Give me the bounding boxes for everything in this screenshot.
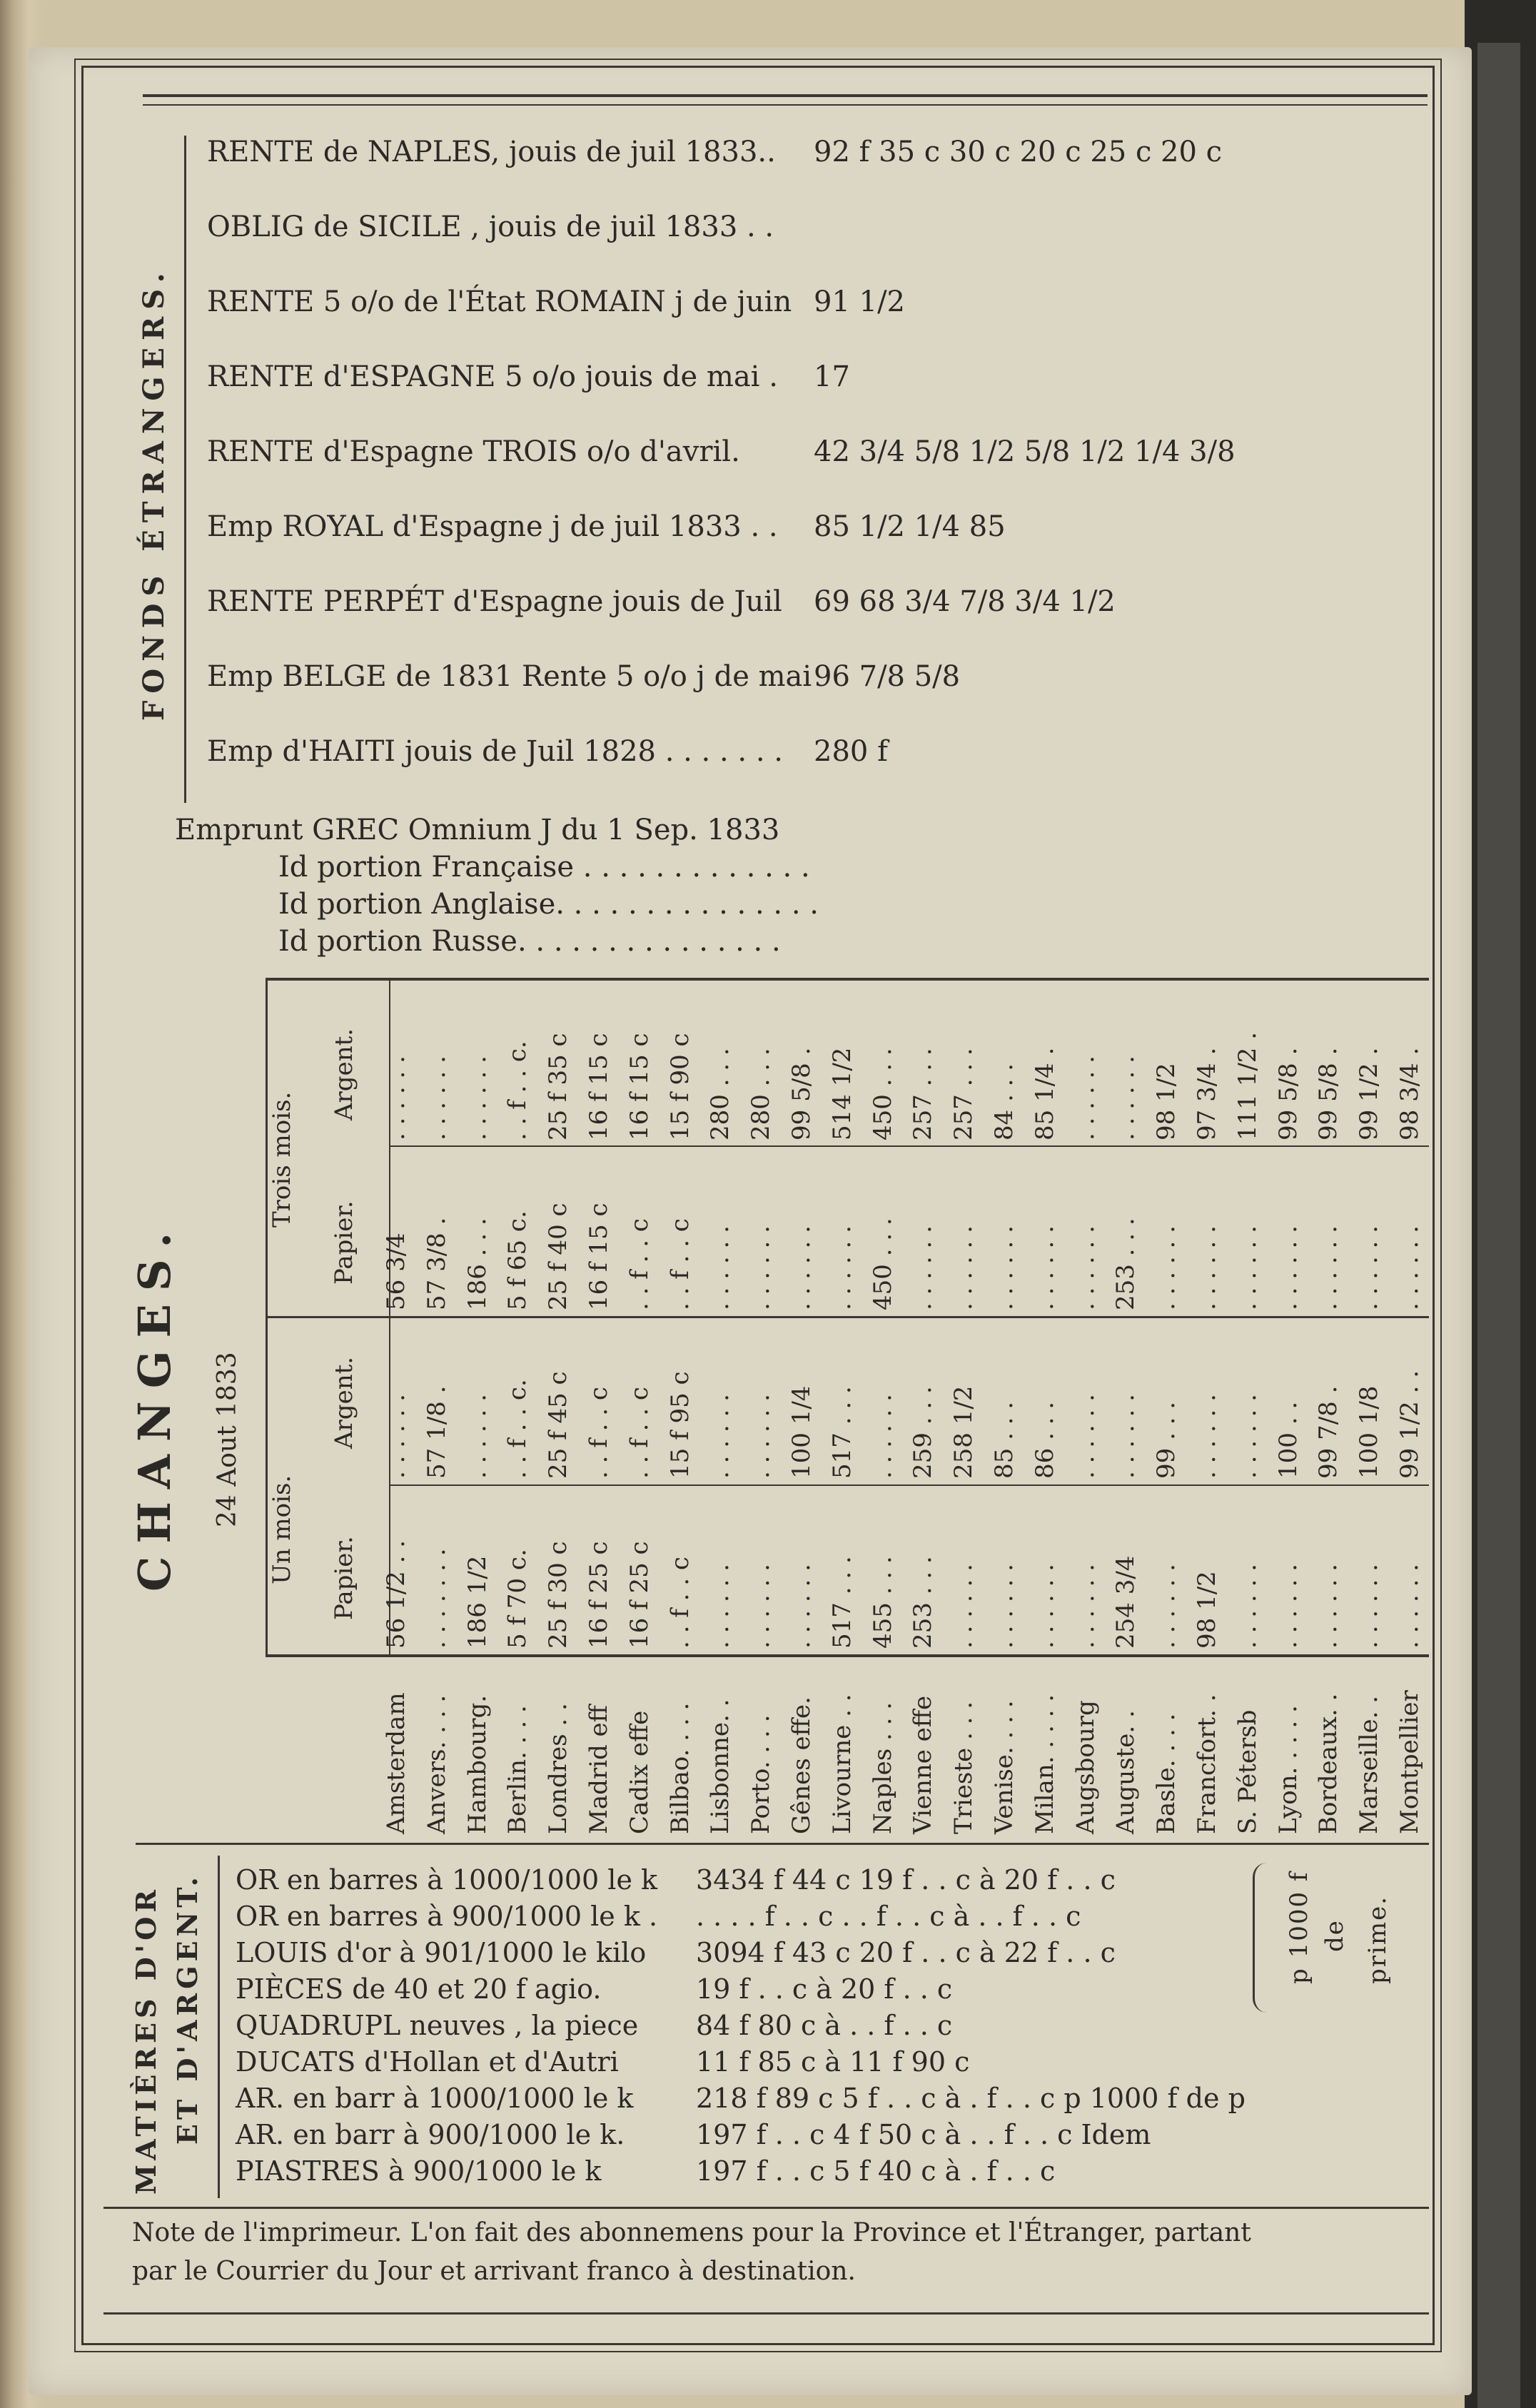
un-papier-value: 16 f 25 c [625, 1541, 654, 1649]
un-papier-value: . . . . . . [1030, 1564, 1059, 1649]
fonds-row-values: 96 7/8 5/8 [814, 660, 961, 693]
trois-argent-value: 98 3/4 . [1395, 1047, 1424, 1140]
trois-papier-value: . . . . . . [1193, 1225, 1221, 1310]
fonds-row-name: RENTE PERPÉT d'Espagne jouis de Juil [207, 585, 782, 618]
un-papier-value: . . . . . . . [422, 1548, 451, 1649]
matieres-row-name: OR en barres à 900/1000 le k . [236, 1901, 658, 1932]
fonds-row-name: RENTE d'ESPAGNE 5 o/o jouis de mai . [207, 360, 778, 393]
trois-mois-header: Trois mois. [268, 1091, 296, 1228]
fonds-row [207, 435, 1236, 468]
top-double-rule [143, 94, 1428, 106]
trois-papier-value: . . . . . . [1152, 1225, 1181, 1310]
un-argent-value: . . f . . c. [503, 1379, 532, 1479]
trois-papier-value: . . f . . c [665, 1218, 694, 1310]
un-argent-value: . . f . . c [625, 1387, 654, 1479]
matieres-row [236, 2083, 1246, 2114]
trois-argent-value: 257 . . . [949, 1048, 979, 1140]
matieres-left-rule [218, 1856, 220, 2198]
trois-papier-value: 253 . . . [1111, 1218, 1141, 1310]
city-name: Basle. . . . [1152, 1713, 1181, 1834]
fonds-row-values: 91 1/2 [814, 285, 905, 318]
fonds-row [207, 735, 888, 768]
changes-top-rule [266, 978, 1429, 981]
un-papier-value: 16 f 25 c [585, 1541, 613, 1649]
un-argent-value: 100 . . [1273, 1401, 1303, 1479]
grec-line: Id portion Française . . . . . . . . . . . . . [278, 851, 810, 884]
matieres-row-values: 3094 f 43 c 20 f . . c à 22 f . . c [696, 1937, 1116, 1968]
trois-argent-value: 85 1/4 . [1030, 1047, 1059, 1140]
un-papier-value: . . . . . . [949, 1564, 979, 1649]
city-name: S. Pétersb [1233, 1709, 1262, 1834]
matieres-row [236, 2119, 1151, 2150]
matieres-row-values: 197 f . . c 5 f 40 c à . f . . c [696, 2155, 1056, 2187]
trois-papier-value: . . . . . . [706, 1225, 735, 1310]
note-top-rule [103, 2207, 1429, 2209]
city-name: Bordeaux. . [1314, 1693, 1343, 1834]
trois-papier-value: . . . . . . [1233, 1225, 1262, 1310]
un-argent-value: . . . . . . [1111, 1394, 1141, 1479]
grec-line: Id portion Anglaise. . . . . . . . . . . . . . . [278, 888, 819, 921]
trois-argent-value: 98 1/2 [1152, 1063, 1181, 1140]
un-papier-value: 98 1/2 [1193, 1571, 1221, 1649]
city-name: Marseille. . [1355, 1695, 1384, 1834]
matieres-row [236, 2155, 1056, 2187]
trois-papier-value: 57 3/8 . [422, 1217, 451, 1310]
un-papier-value: 56 1/2 . . [382, 1539, 410, 1649]
un-argent-value: . . . . . . [382, 1394, 410, 1479]
un-argent-value: . . . . . . [868, 1394, 897, 1479]
trois-split-rule [389, 1145, 1429, 1147]
changes-section-label: CHANGES. [128, 1219, 181, 1592]
brace [1253, 1863, 1276, 2013]
matieres-row-values: 19 f . . c à 20 f . . c [696, 1973, 953, 2005]
matieres-row-values: 3434 f 44 c 19 f . . c à 20 f . . c [696, 1864, 1116, 1896]
prime-note-2: de [1320, 1919, 1349, 1952]
trois-argent-value: 16 f 15 c [625, 1033, 654, 1140]
trois-argent-value: 25 f 35 c [544, 1033, 573, 1140]
city-name: Vienne effe [909, 1695, 938, 1834]
city-name: Francfort. . [1193, 1694, 1221, 1834]
trois-argent-value: . . . . . . [382, 1056, 410, 1140]
un-argent-value: . . . . . . [747, 1394, 776, 1479]
matieres-row [236, 2010, 953, 2041]
trois-argent-value: . . . . . . [422, 1056, 451, 1140]
un-argent-value: 258 1/2 [949, 1385, 979, 1479]
matieres-top-rule [136, 1843, 1429, 1845]
trois-papier-value: . . . . . . [1395, 1225, 1424, 1310]
city-name: Cadix effe [625, 1710, 654, 1834]
trois-papier-value: . . . . . . [747, 1225, 776, 1310]
city-name: Bilbao. . . . [665, 1702, 694, 1834]
trois-papier-value: 186 . . . [463, 1218, 492, 1310]
trois-argent-value: 514 1/2 [827, 1047, 857, 1140]
city-name: Madrid eff [585, 1705, 613, 1834]
trois-argent-value: 450 . . . [868, 1048, 897, 1140]
un-argent-value: 99 7/8 . [1314, 1385, 1343, 1479]
un-argent-value: 100 1/4 [787, 1385, 816, 1479]
printer-note-line1: Note de l'imprimeur. L'on fait des abonnemens pour la Province et l'Étranger, partant [132, 2218, 1251, 2247]
matieres-row-name: AR. en barr à 1000/1000 le k [236, 2083, 634, 2114]
un-papier-value: 186 1/2 [463, 1555, 492, 1649]
trois-argent-value: . . . . . . [463, 1056, 492, 1140]
trois-argent-value: . . f . . c. [503, 1041, 532, 1140]
trois-papier-value: . . f . . c [625, 1218, 654, 1310]
fonds-row-values: 280 f [814, 735, 888, 768]
trois-papier-value: 25 f 40 c [544, 1203, 573, 1310]
un-papier-value: . . f . . c [665, 1557, 694, 1649]
un-papier-value: . . . . . . [1395, 1564, 1424, 1649]
fonds-row-values: 17 [814, 360, 850, 393]
city-name: Milan. . . . . [1030, 1694, 1059, 1834]
prime-note-1: p 1000 f [1285, 1871, 1313, 1984]
fonds-row-name: RENTE 5 o/o de l'État ROMAIN j de juin [207, 285, 792, 318]
un-argent-value: 15 f 95 c [665, 1371, 694, 1479]
un-papier-value: 517 . . . [827, 1556, 857, 1649]
fonds-row-name: RENTE de NAPLES, jouis de juil 1833.. [207, 136, 776, 168]
un-argent-value: 86 . . . [1030, 1401, 1059, 1479]
city-name: Londres . . [544, 1703, 573, 1834]
fonds-row-name: Emp ROYAL d'Espagne j de juil 1833 . . [207, 510, 778, 543]
fonds-row [207, 285, 905, 318]
un-argent-value: . . . . . . [706, 1394, 735, 1479]
trois-argent-value: 97 3/4 . [1193, 1047, 1221, 1140]
trois-argent-value: 280 . . . [706, 1048, 735, 1140]
un-argent-value: 25 f 45 c [544, 1371, 573, 1479]
un-papier-value: . . . . . . [1233, 1564, 1262, 1649]
un-argent-value: . . . . . . [1193, 1394, 1221, 1479]
fonds-section-label: FONDS ÉTRANGERS. [137, 265, 171, 721]
matieres-row [236, 1937, 1116, 1968]
fonds-left-rule [184, 136, 186, 803]
city-name: Amsterdam [382, 1692, 410, 1834]
un-argent-value: 85 . . . [990, 1401, 1019, 1479]
fonds-row-values: 85 1/2 1/4 85 [814, 510, 1006, 543]
un-papier-header: Papier. [330, 1536, 358, 1620]
trois-papier-header: Papier. [330, 1200, 358, 1285]
grec-line: Id portion Russe. . . . . . . . . . . . . . . [278, 925, 781, 958]
trois-papier-value: . . . . . . [949, 1225, 979, 1310]
matieres-row [236, 1901, 1081, 1932]
un-papier-value: . . . . . . [747, 1564, 776, 1649]
changes-mid-rule [266, 1316, 1429, 1318]
trois-argent-value: 99 5/8 . [1314, 1047, 1343, 1140]
un-argent-header: Argent. [330, 1356, 358, 1449]
trois-argent-value: 15 f 90 c [665, 1033, 694, 1140]
city-name: Montpellier [1395, 1690, 1424, 1834]
un-argent-value: 57 1/8 . [422, 1385, 451, 1479]
trois-papier-value: 56 3/4 [382, 1233, 410, 1310]
printer-note-line2: par le Courrier du Jour et arrivant franco à destination. [132, 2257, 856, 2286]
trois-argent-value: 111 1/2 . [1233, 1031, 1262, 1140]
matieres-row [236, 1973, 953, 2005]
trois-papier-value: . . . . . . [1355, 1225, 1384, 1310]
matieres-row-values: 197 f . . c 4 f 50 c à . . f . . c Idem [696, 2119, 1151, 2150]
city-name: Hambourg. [463, 1694, 492, 1834]
matieres-row-name: PIÈCES de 40 et 20 f agio. [236, 1973, 602, 2005]
city-name: Porto. . . . [747, 1714, 776, 1834]
un-papier-value: . . . . . . [1314, 1564, 1343, 1649]
un-papier-value: 254 3/4 [1111, 1555, 1141, 1649]
matieres-row [236, 1864, 1116, 1896]
un-papier-value: 25 f 30 c [544, 1541, 573, 1649]
un-papier-value: 455 . . . [868, 1556, 897, 1649]
prime-note-3: prime. [1363, 1895, 1392, 1984]
trois-papier-value: . . . . . . [990, 1225, 1019, 1310]
city-name: Auguste. . [1111, 1710, 1141, 1834]
city-name: Lisbonne. . [706, 1699, 735, 1834]
matieres-row-values: 84 f 80 c à . . f . . c [696, 2010, 953, 2041]
matieres-row-name: LOUIS d'or à 901/1000 le kilo [236, 1937, 647, 1968]
trois-argent-value: 257 . . . [909, 1048, 938, 1140]
trois-papier-value: 5 f 65 c. [503, 1210, 532, 1310]
fonds-row-values: 92 f 35 c 30 c 20 c 25 c 20 c [814, 136, 1223, 168]
trois-argent-value: 99 1/2 . [1355, 1047, 1384, 1140]
fonds-row [207, 360, 850, 393]
trois-argent-value: 16 f 15 c [585, 1033, 613, 1140]
adjacent-page-strip [1477, 43, 1520, 2408]
un-papier-value: 253 . . . [909, 1556, 938, 1649]
trois-papier-value: 16 f 15 c [585, 1203, 613, 1310]
un-papier-value: . . . . . . [1152, 1564, 1181, 1649]
un-argent-value: 99 1/2 . . [1395, 1370, 1424, 1479]
trois-argent-value: 280 . . . [747, 1048, 776, 1140]
trois-argent-header: Argent. [330, 1028, 358, 1120]
un-argent-value: . . . . . . [1233, 1394, 1262, 1479]
trois-papier-value: . . . . . . [1071, 1225, 1100, 1310]
fonds-row-values: 69 68 3/4 7/8 3/4 1/2 [814, 585, 1116, 618]
matieres-row-name: QUADRUPL neuves , la piece [236, 2010, 639, 2041]
fonds-row-name: RENTE d'Espagne TROIS o/o d'avril. [207, 435, 740, 468]
matieres-row-values: 218 f 89 c 5 f . . c à . f . . c p 1000 f de p [696, 2083, 1246, 2114]
trois-papier-value: . . . . . . [1273, 1225, 1303, 1310]
un-papier-value: . . . . . . [990, 1564, 1019, 1649]
trois-argent-value: 84 . . . [990, 1063, 1019, 1140]
city-name: Augsbourg [1071, 1700, 1100, 1834]
un-argent-value: 517 . . . [827, 1386, 857, 1479]
matieres-row-name: DUCATS d'Hollan et d'Autri [236, 2046, 619, 2078]
un-argent-value: 99 . . . [1152, 1401, 1181, 1479]
trois-papier-value: . . . . . . [909, 1225, 938, 1310]
city-name: Trieste . . . [949, 1701, 979, 1834]
matieres-row-name: AR. en barr à 900/1000 le k. [236, 2119, 625, 2150]
matieres-label-1: MATIÈRES D'OR [130, 1886, 162, 2195]
un-argent-value: . . . . . . [463, 1394, 492, 1479]
trois-papier-value: . . . . . . [1314, 1225, 1343, 1310]
matieres-row [236, 2046, 970, 2078]
un-argent-value: 259 . . . [909, 1386, 938, 1479]
matieres-row-values: 11 f 85 c à 11 f 90 c [696, 2046, 970, 2078]
trois-argent-value: 99 5/8 . [787, 1047, 816, 1140]
fonds-row-name: OBLIG de SICILE , jouis de juil 1833 . . [207, 211, 774, 243]
changes-date: 24 Aout 1833 [213, 1352, 242, 1527]
trois-argent-value: . . . . . . [1111, 1056, 1141, 1140]
un-split-rule [389, 1484, 1429, 1486]
fonds-row [207, 211, 774, 243]
un-argent-value: . . f . . c [585, 1387, 613, 1479]
un-papier-value: 5 f 70 c. [503, 1549, 532, 1649]
trois-argent-value: . . . . . . [1071, 1056, 1100, 1140]
city-name: Gênes effe. [787, 1696, 816, 1834]
trois-papier-value: . . . . . . [1030, 1225, 1059, 1310]
un-papier-value: . . . . . . [706, 1564, 735, 1649]
un-papier-value: . . . . . . [1355, 1564, 1384, 1649]
un-argent-value: . . . . . . [1071, 1394, 1100, 1479]
fonds-row-name: Emp d'HAITI jouis de Juil 1828 . . . . . . . [207, 735, 783, 768]
trois-papier-value: . . . . . . [787, 1225, 816, 1310]
un-argent-value: 100 1/8 [1355, 1385, 1384, 1479]
grec-title: Emprunt GREC Omnium J du 1 Sep. 1833 [175, 814, 780, 846]
note-bottom-rule [103, 2312, 1429, 2315]
fonds-row [207, 585, 1116, 618]
city-name: Venise. . . . [990, 1700, 1019, 1834]
city-name: Berlin. . . . [503, 1705, 532, 1834]
matieres-row-name: PIASTRES à 900/1000 le k [236, 2155, 602, 2187]
city-name: Anvers. . . . [422, 1694, 451, 1834]
un-mois-header: Un mois. [268, 1474, 296, 1584]
fonds-row-name: Emp BELGE de 1831 Rente 5 o/o j de mai [207, 660, 812, 693]
city-name: Lyon. . . . . [1273, 1705, 1303, 1834]
trois-papier-value: . . . . . . [827, 1225, 857, 1310]
trois-papier-value: 450 . . . [868, 1218, 897, 1310]
city-name: Livourne . . [827, 1694, 857, 1834]
fonds-row [207, 136, 1223, 168]
fonds-row-values: 42 3/4 5/8 1/2 5/8 1/2 1/4 3/8 [814, 435, 1236, 468]
un-papier-value: . . . . . . [787, 1564, 816, 1649]
matieres-label-2: ET D'ARGENT. [171, 1873, 203, 2145]
fonds-row [207, 510, 1006, 543]
matieres-row-values: . . . . f . . c . . f . . c à . . f . . c [696, 1901, 1081, 1932]
un-papier-value: . . . . . . [1071, 1564, 1100, 1649]
un-papier-value: . . . . . . [1273, 1564, 1303, 1649]
trois-argent-value: 99 5/8 . [1273, 1047, 1303, 1140]
city-name: Naples . . . [868, 1701, 897, 1834]
matieres-row-name: OR en barres à 1000/1000 le k [236, 1864, 658, 1896]
fonds-row [207, 660, 961, 693]
changes-bottom-rule [266, 1654, 1429, 1657]
